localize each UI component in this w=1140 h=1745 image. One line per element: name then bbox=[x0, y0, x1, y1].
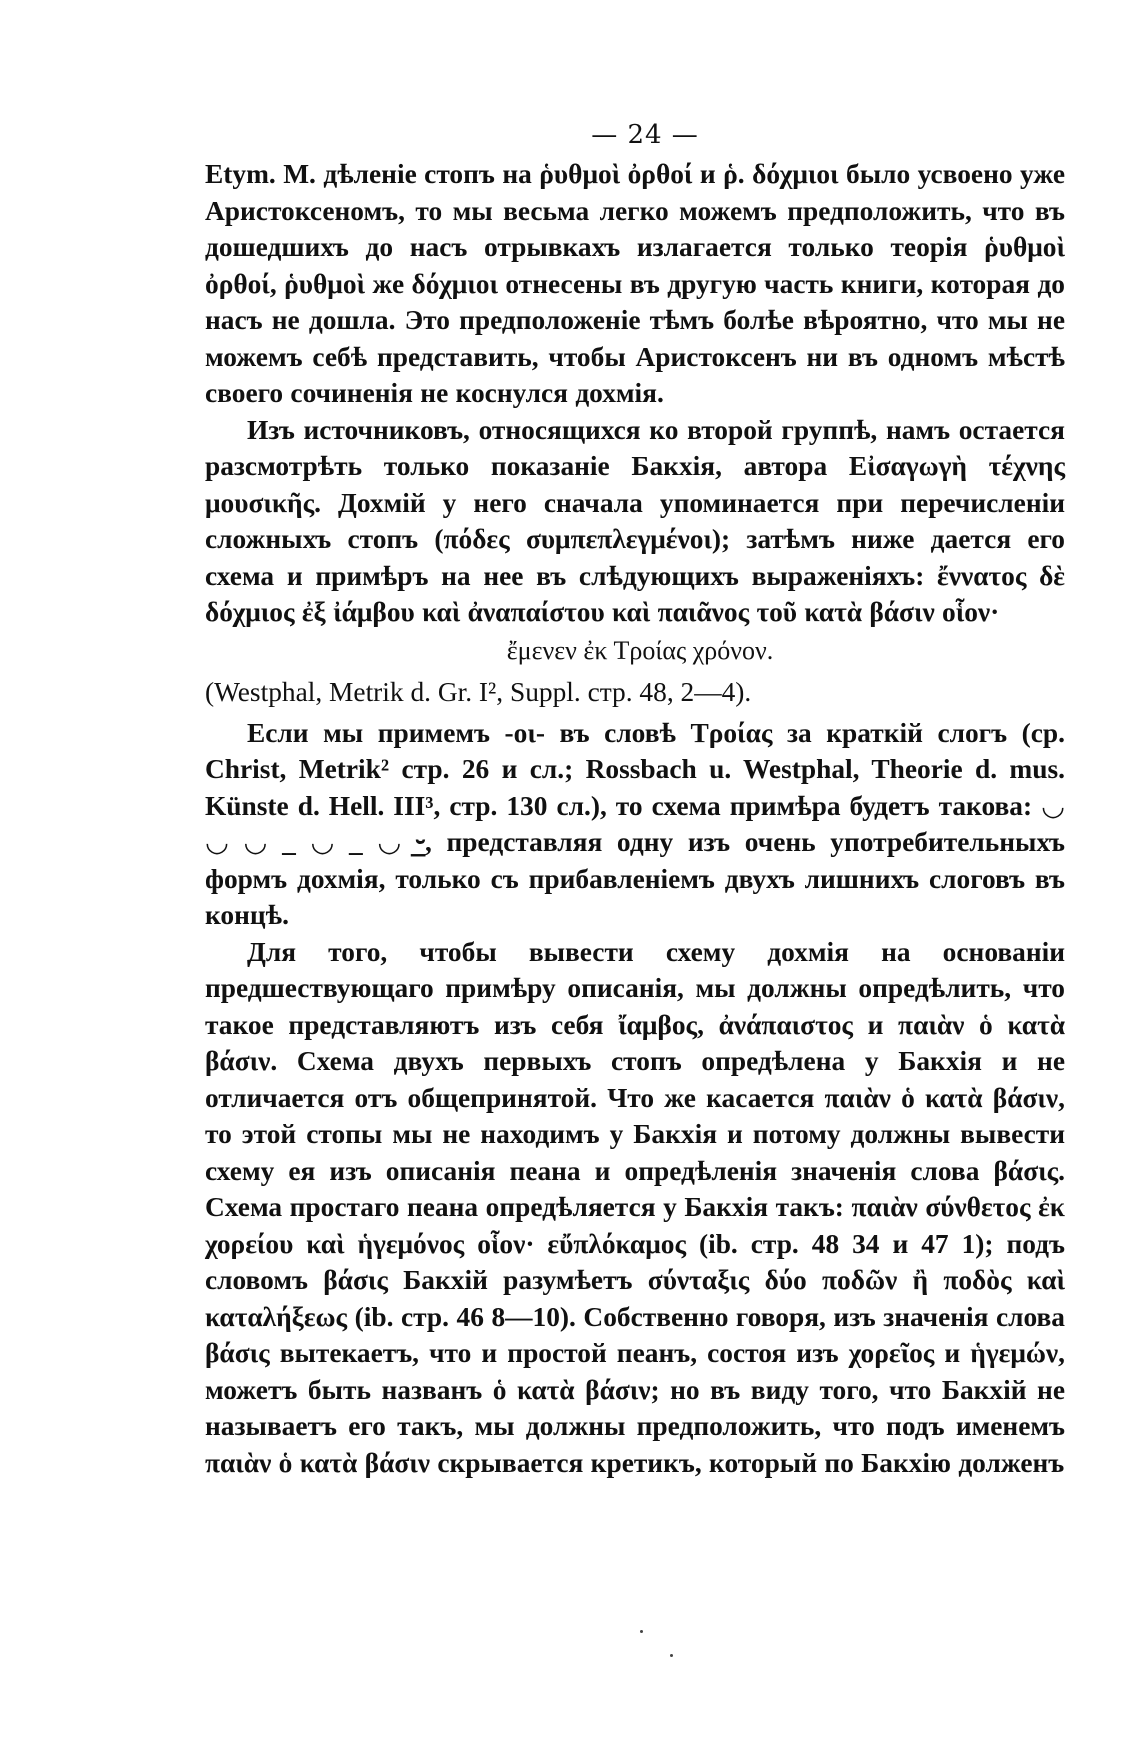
page-number: — 24 — bbox=[591, 120, 699, 150]
paragraph-2: Изъ источниковъ, относящихся ко второй группѣ, намъ остается разсмотрѣть только показаніе Бакхія, автора Εἰσαγωγὴ τέχνης μουσικῆς. Дохмій у него сначала упоминается при перечисленіи сложныхъ стопъ (πόδες συμπεπλεγμένοι); затѣмъ ниже дается его схема и примѣръ на нее въ слѣдующихъ выраженіяхъ: ἔννατος δὲ δόχμιος ἐξ ἰάμβου καὶ ἀναπαίστου καὶ παιᾶνος τοῦ κατὰ βάσιν οἷον· bbox=[205, 414, 1065, 627]
print-specks bbox=[640, 1630, 680, 1660]
paragraph-1: Etym. M. дѣленіе стопъ на ῥυθμοὶ ὀρθοί и ῥ. δόχμιοι было усвоено уже Аристоксеномъ, то мы весьма легко можемъ предположить, что въ дошедшихъ до насъ отрывкахъ излагается только теорія ῥυθμοὶ ὀρθοί, ῥυθμοὶ же δόχμιοι отнесены въ другую часть книги, которая до насъ не дошла. Это предположеніе тѣмъ болѣе вѣроятно, что мы не можемъ себѣ представить, чтобы Аристоксенъ ни въ одномъ мѣстѣ своего сочиненія не коснулся дохмія. bbox=[205, 159, 1065, 408]
citation: (Westphal, Metrik d. Gr. I², Suppl. стр. 48, 2—4). bbox=[205, 676, 752, 707]
paragraph-3: Если мы примемъ -οι- въ словѣ Τροίας за краткій слогъ (ср. Christ, Metrik² стр. 26 и сл.; Rossbach u. Westphal, Theorie d. mus. Künste d. Hell. III³, стр. 130 сл.), то схема примѣра будетъ такова: ◡ ◡ ◡ _ ◡ _ ◡ ⏑̲, представляя одну изъ очень употребительныхъ формъ дохмія, только съ прибавленіемъ двухъ лишнихъ слоговъ въ концѣ. bbox=[205, 717, 1065, 930]
paragraph-4: Для того, чтобы вывести схему дохмія на основаніи предшествующаго примѣру описанія, мы должны опредѣлить, что такое представляютъ изъ себя ἴαμβος, ἀνάπαιστος и παιὰν ὁ κατὰ βάσιν. Схема двухъ первыхъ стопъ опредѣлена у Бакхія и не отличается отъ общепринятой. Что же касается παιὰν ὁ κατὰ βάσιν, то этой стопы мы не находимъ у Бакхія и потому должны вывести схему ея изъ описанія пеана и опредѣленія значенія слова βάσις. Схема простаго пеана опредѣляется у Бакхія такъ: παιὰν σύνθετος ἐκ χορείου καὶ ἡγεμόνος οἷον· εὔπλόκαμος (ib. стр. 48 34 и 47 1); подъ словомъ βάσις Бакхій разумѣетъ σύνταξις δύο ποδῶν ἢ ποδὸς καὶ καταλήξεως (ib. стр. 46 8—10). Собственно говоря, изъ значенія слова βάσις вытекаетъ, что и простой пеанъ, состоя изъ χορεῖος и ἡγεμών, можетъ быть названъ ὁ κατὰ βάσιν; но въ виду того, что Бакхій не называетъ его такъ, мы должны предположить, что подъ именемъ παιὰν ὁ κατὰ βάσιν скрывается кретикъ, который по Бакхію долженъ bbox=[205, 936, 1065, 1478]
page-body bbox=[205, 120, 1065, 1481]
verse-quotation: ἔμενεν ἐκ Τροίας χρόνον. bbox=[506, 635, 774, 665]
